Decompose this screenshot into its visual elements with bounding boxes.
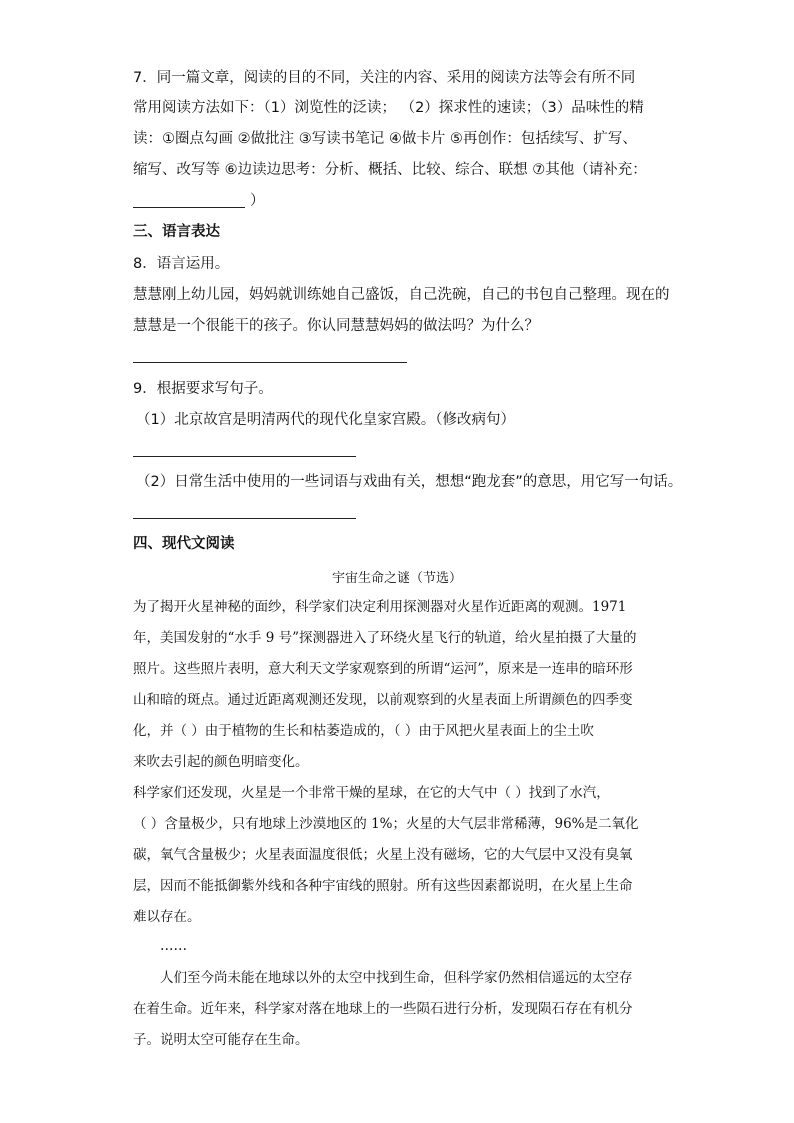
passage-p1-line-1: 为了揭开火星神秘的面纱，科学家们决定利用探测器对火星作近距离的观测。1971	[133, 599, 627, 615]
q8-answer-blank[interactable]	[133, 362, 407, 363]
q7-line-3: 读：①圈点勾画 ②做批注 ③写读书笔记 ④做卡片 ⑤再创作：包括续写、扩写、	[133, 131, 637, 147]
q8-label: 8．语言运用。	[133, 256, 230, 272]
passage-p2-line-2: （ ）含量极少，只有地球上沙漠地区的 1%；火星的大气层非常稀薄，96%是二氧化	[133, 816, 639, 832]
q7-line-2: 常用阅读方法如下：（1）浏览性的泛读； （2）探求性的速读；（3）品味性的精	[133, 100, 644, 116]
passage-p2-line-5: 难以存在。	[133, 909, 201, 925]
passage-title: 宇宙生命之谜（节选）	[331, 571, 462, 586]
passage-p1-line-3: 照片。这些照片表明，意大利天文学家观察到的所谓“运河”，原来是一连串的暗环形	[133, 661, 633, 677]
q7-line-1: 7．同一篇文章，阅读的目的不同，关注的内容、采用的阅读方法等会有所不同	[133, 70, 636, 86]
section-3-heading: 三、语言表达	[133, 224, 220, 240]
q7-closing-paren: ）	[250, 193, 265, 209]
q9-label: 9．根据要求写句子。	[133, 381, 273, 397]
passage-p2-line-1: 科学家们还发现，火星是一个非常干燥的星球，在它的大气中（ ）找到了水汽，	[133, 785, 610, 801]
passage-p1-line-4: 山和暗的斑点。通过近距离观测还发现，以前观察到的火星表面上所谓颜色的四季变	[133, 692, 633, 708]
q7-line-4: 缩写、改写等 ⑥边读边思考：分析、概括、比较、综合、联想 ⑦其他（请补充：	[133, 162, 647, 178]
section-4-heading: 四、现代文阅读	[133, 536, 235, 552]
passage-p1-line-5: 化，并（ ）由于植物的生长和枯萎造成的，（ ）由于风把火星表面上的尘土吹	[133, 723, 594, 739]
q9-sub-1: （1）北京故宫是明清两代的现代化皇家宫殿。（修改病句）	[136, 412, 515, 428]
passage-p3-line-1: 人们至今尚未能在地球以外的太空中找到生命，但科学家仍然相信遥远的太空存	[160, 970, 633, 986]
q8-line-1: 慧慧刚上幼儿园，妈妈就训练她自己盛饭，自己洗碗，自己的书包自己整理。现在的	[133, 287, 670, 303]
passage-p1-line-6: 来吹去引起的颜色明暗变化。	[133, 754, 309, 770]
passage-p1-line-2: 年，美国发射的“水手 9 号”探测器进入了环绕火星飞行的轨道，给火星拍摄了大量的	[133, 630, 637, 646]
q7-answer-blank[interactable]	[133, 207, 245, 208]
q9-sub-2: （2）日常生活中使用的一些词语与戏曲有关，想想“跑龙套”的意思，用它写一句话。	[136, 474, 683, 490]
passage-p3-line-3: 子。说明太空可能存在生命。	[133, 1032, 309, 1048]
q8-line-2: 慧慧是一个很能干的孩子。你认同慧慧妈妈的做法吗？为什么？	[133, 318, 539, 334]
passage-ellipsis: ……	[160, 938, 187, 954]
passage-p2-line-3: 碳，氧气含量极少；火星表面温度很低；火星上没有磁场，它的大气层中又没有臭氧	[133, 847, 633, 863]
q9-sub-1-answer-blank[interactable]	[133, 456, 356, 457]
passage-p2-line-4: 层，因而不能抵御紫外线和各种宇宙线的照射。所有这些因素都说明，在火星上生命	[133, 878, 633, 894]
q9-sub-2-answer-blank[interactable]	[133, 518, 356, 519]
passage-p3-line-2: 在着生命。近年来，科学家对落在地球上的一些陨石进行分析，发现陨石存在有机分	[133, 1001, 633, 1017]
